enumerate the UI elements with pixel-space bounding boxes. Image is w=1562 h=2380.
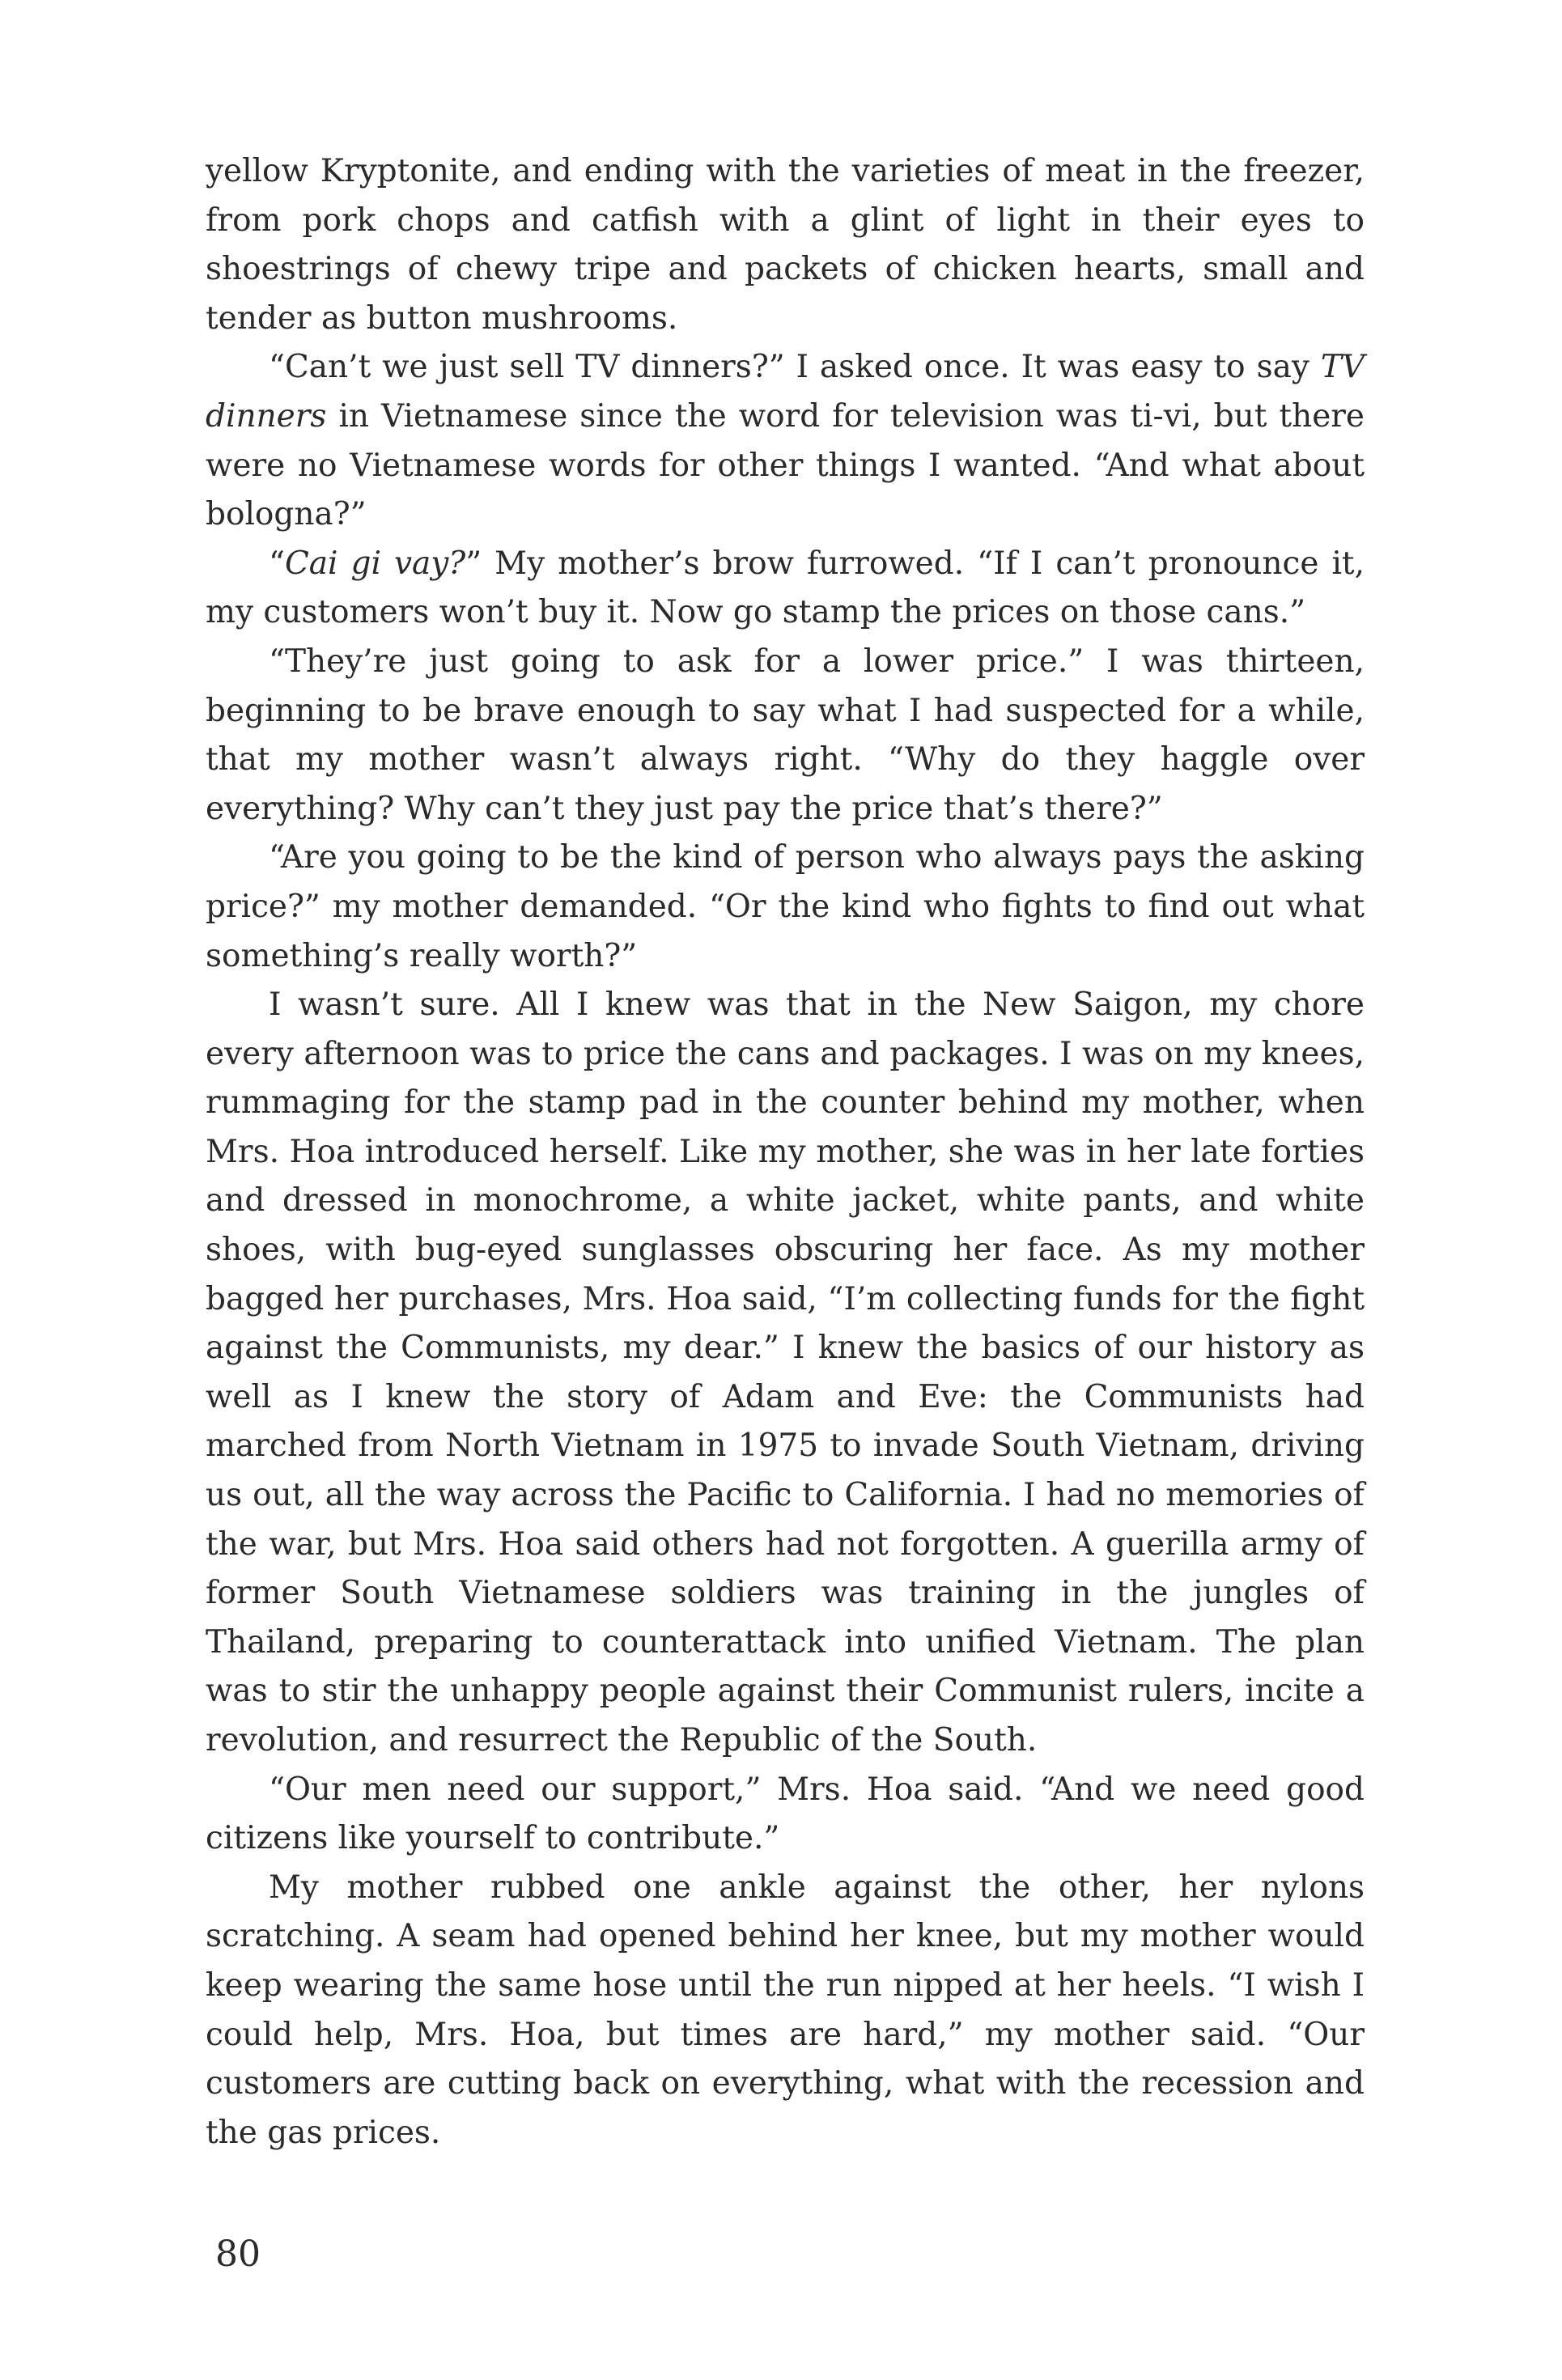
paragraph-text: My mother rubbed one ankle against the other, her nylons scratching. A seam had opened behind her knee, but my mother would keep wearing the same hose until the run nipped at her heels. “I wish I could help, Mrs. Hoa, but times are hard,” my mother said. “Our customers are cutting back on everything, what with the recession and the gas prices.	[206, 1869, 1365, 2151]
paragraph-text: ” My mother’s brow furrowed. “If I can’t pronounce it, my customers won’t buy it. Now go stamp the prices on those cans.”	[206, 545, 1365, 631]
paragraph-text: “Our men need our support,” Mrs. Hoa said. “And we need good citizens like yourself to contribute.”	[206, 1771, 1365, 1857]
paragraph	[206, 540, 1365, 638]
paragraph-text: “Can’t we just sell TV dinners?” I asked once. It was easy to say	[269, 349, 1321, 386]
paragraph	[206, 343, 1365, 539]
page-number: 80	[215, 2234, 261, 2275]
paragraph-text: “	[269, 545, 285, 582]
paragraph	[206, 147, 1365, 343]
body-text	[206, 147, 1365, 2157]
paragraph-text: “They’re just going to ask for a lower price.” I was thirteen, beginning to be brave enough to say what I had suspected for a while, that my mother wasn’t always right. “Why do they haggle over everything? Why can’t they just pay the price that’s there?”	[206, 643, 1365, 827]
italic-text: TV dinners	[206, 349, 1365, 435]
italic-text: Cai gi vay?	[284, 545, 466, 582]
paragraph	[206, 981, 1365, 1766]
paragraph-text: “Are you going to be the kind of person who always pays the asking price?” my mother demanded. “Or the kind who fights to find out what something’s really worth?”	[206, 839, 1365, 974]
paragraph	[206, 834, 1365, 981]
paragraph	[206, 638, 1365, 834]
paragraph-text: in Vietnamese since the word for television was ti-vi, but there were no Vietnamese words for other things I wanted. “And what about bologna?”	[206, 397, 1365, 533]
paragraph	[206, 1766, 1365, 1864]
paragraph-text: I wasn’t sure. All I knew was that in the New Saigon, my chore every afternoon was to price the cans and packages. I was on my knees, rummaging for the stamp pad in the counter behind my mother, when Mrs. Hoa introduced herself. Like my mother, she was in her late forties and dressed in monochrome, a white jacket, white pants, and white shoes, with bug-eyed sunglasses obscuring her face. As my mother bagged her purchases, Mrs. Hoa said, “I’m collecting funds for the fight against the Communists, my dear.” I knew the basics of our history as well as I knew the story of Adam and Eve: the Communists had marched from North Vietnam in 1975 to invade South Vietnam, driving us out, all the way across the Pacific to California. I had no memories of the war, but Mrs. Hoa said others had not forgotten. A guerilla army of former South Vietnamese soldiers was training in the jungles of Thailand, preparing to counterattack into unified Vietnam. The plan was to stir the unhappy people against their Communist rulers, incite a revolution, and resurrect the Republic of the South.	[206, 986, 1365, 1758]
paragraph	[206, 1864, 1365, 2158]
paragraph-text: yellow Kryptonite, and ending with the varieties of meat in the freezer, from pork chops and catfish with a glint of light in their eyes to shoestrings of chewy tripe and packets of chicken hearts, small and tender as button mushrooms.	[206, 153, 1365, 337]
